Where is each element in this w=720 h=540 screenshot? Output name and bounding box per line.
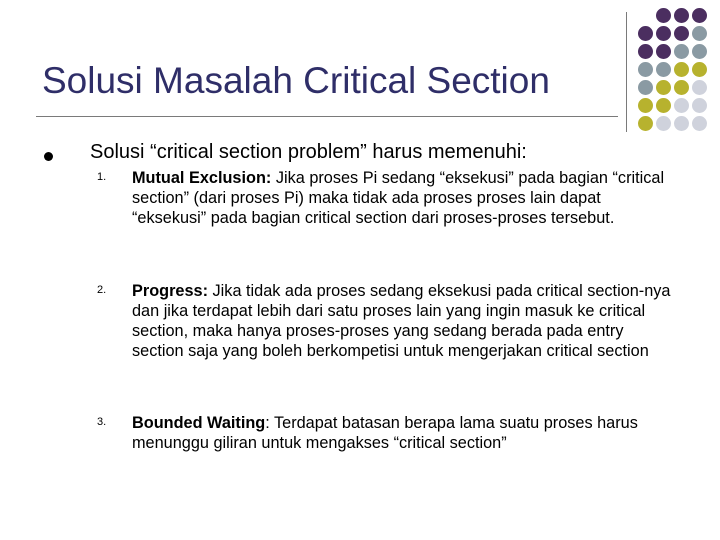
item-term: Mutual Exclusion: — [132, 169, 272, 187]
slide-title: Solusi Masalah Critical Section — [42, 60, 550, 101]
item-text: Jika tidak ada proses sedang eksekusi pada critical section-nya dan jika terdapat lebih dari satu proses lain yang ingin masuk ke critical section, maka hanya proses-proses yang sedang berada pada entry section saja yang boleh berkompetisi untuk mengerjakan critical section — [132, 282, 671, 360]
decorative-dot — [692, 8, 707, 23]
decorative-dot — [692, 116, 707, 131]
item-text: Jika proses Pi sedang “eksekusi” pada bagian “critical section” (dari proses Pi) maka tidak ada proses proses lain dapat “eksekusi” pada bagian critical section dari proses-proses tersebut. — [132, 169, 665, 227]
item-term: Progress: — [132, 282, 209, 300]
decorative-dot — [674, 26, 689, 41]
bullet-marker — [44, 152, 53, 161]
decorative-dot — [638, 26, 653, 41]
decorative-dot — [638, 44, 653, 59]
decorative-dot — [692, 98, 707, 113]
decorative-dot — [656, 116, 671, 131]
decorative-dot — [674, 62, 689, 77]
title-divider-horizontal — [36, 116, 618, 117]
item-body — [132, 168, 677, 228]
decorative-dot — [674, 98, 689, 113]
decorative-dot — [692, 62, 707, 77]
decorative-dot-grid — [638, 8, 720, 136]
item-body — [132, 413, 677, 453]
decorative-dot — [656, 62, 671, 77]
title-divider-vertical — [626, 12, 627, 132]
decorative-dot — [638, 80, 653, 95]
item-number: 1. — [97, 171, 107, 183]
decorative-dot — [638, 116, 653, 131]
item-number: 3. — [97, 416, 107, 428]
decorative-dot — [656, 80, 671, 95]
decorative-dot — [656, 8, 671, 23]
decorative-dot — [656, 44, 671, 59]
decorative-dot — [692, 26, 707, 41]
decorative-dot — [674, 116, 689, 131]
item-text: : Terdapat batasan berapa lama suatu proses harus menunggu giliran untuk mengakses “critical section” — [132, 414, 638, 452]
item-body — [132, 281, 677, 361]
decorative-dot — [692, 44, 707, 59]
item-term: Bounded Waiting — [132, 414, 266, 432]
decorative-dot — [674, 44, 689, 59]
decorative-dot — [674, 80, 689, 95]
decorative-dot — [638, 98, 653, 113]
decorative-dot — [638, 62, 653, 77]
lead-text: Solusi “critical section problem” harus memenuhi: — [90, 141, 527, 163]
decorative-dot — [656, 98, 671, 113]
decorative-dot — [692, 80, 707, 95]
decorative-dot — [656, 26, 671, 41]
item-number: 2. — [97, 284, 107, 296]
decorative-dot — [674, 8, 689, 23]
